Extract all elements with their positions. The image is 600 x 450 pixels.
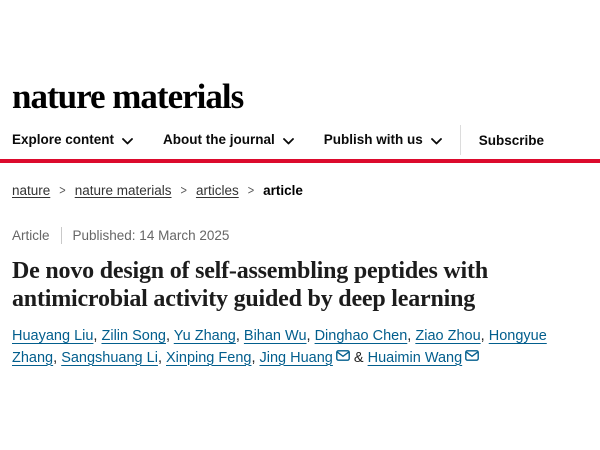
breadcrumb-link-nature[interactable]: nature: [12, 183, 51, 198]
author-link[interactable]: Xinping Feng: [166, 349, 252, 366]
journal-navigation: [0, 128, 600, 152]
author-link[interactable]: Dinghao Chen: [314, 328, 408, 344]
nav-item-label: Publish with us: [323, 132, 423, 147]
author-list: Huayang Liu, Zilin Song, Yu Zhang, Bihan Wu, Dinghao Chen, Ziao Zhou, Hongyue Zhang, Sangshuang Li, Xinping Feng, Jing Huang & Huaimin Wang: [12, 326, 588, 369]
author-link[interactable]: Bihan Wu: [243, 328, 307, 344]
meta-divider: [61, 227, 62, 244]
subscribe-link[interactable]: Subscribe: [478, 132, 545, 148]
author-link[interactable]: Huayang Liu: [12, 328, 94, 344]
breadcrumb-link-nature-materials[interactable]: nature materials: [74, 183, 172, 198]
journal-logo[interactable]: nature materials: [12, 77, 244, 116]
breadcrumb-separator: >: [247, 183, 255, 198]
author-link[interactable]: Huaimin Wang: [367, 349, 463, 366]
author-link[interactable]: Yu Zhang: [173, 328, 236, 344]
nav-item-about-the-journal[interactable]: [163, 131, 294, 148]
article-meta: [12, 227, 588, 244]
nav-item-label: About the journal: [163, 132, 275, 147]
email-author-icon[interactable]: [465, 348, 479, 370]
author-link[interactable]: Hongyue Zhang: [12, 328, 547, 366]
author-ampersand: &: [349, 349, 368, 366]
nav-divider: [460, 125, 461, 155]
author-link[interactable]: Jing Huang: [259, 349, 333, 366]
article-title: De novo design of self-assembling peptides with antimicrobial activity guided by deep learning: [12, 258, 488, 312]
nav-item-label: Explore content: [12, 132, 115, 147]
author-link[interactable]: Sangshuang Li: [61, 349, 158, 366]
breadcrumb-link-articles[interactable]: articles: [195, 183, 239, 198]
author-link[interactable]: Zilin Song: [101, 328, 166, 344]
email-author-icon[interactable]: [336, 348, 350, 370]
chevron-down-icon: [283, 133, 294, 148]
author-link[interactable]: Ziao Zhou: [415, 328, 481, 344]
breadcrumb-current: article: [263, 183, 303, 198]
chevron-down-icon: [431, 133, 442, 148]
breadcrumb-separator: >: [59, 183, 66, 198]
brand-accent-bar: [0, 159, 600, 163]
article-type-label: Article: [12, 228, 50, 243]
nav-item-explore-content[interactable]: [12, 131, 133, 148]
nav-item-publish-with-us[interactable]: [324, 131, 442, 148]
breadcrumb: [12, 183, 588, 198]
chevron-down-icon: [122, 133, 133, 148]
published-date: Published: 14 March 2025: [72, 228, 230, 243]
breadcrumb-separator: >: [180, 183, 187, 198]
